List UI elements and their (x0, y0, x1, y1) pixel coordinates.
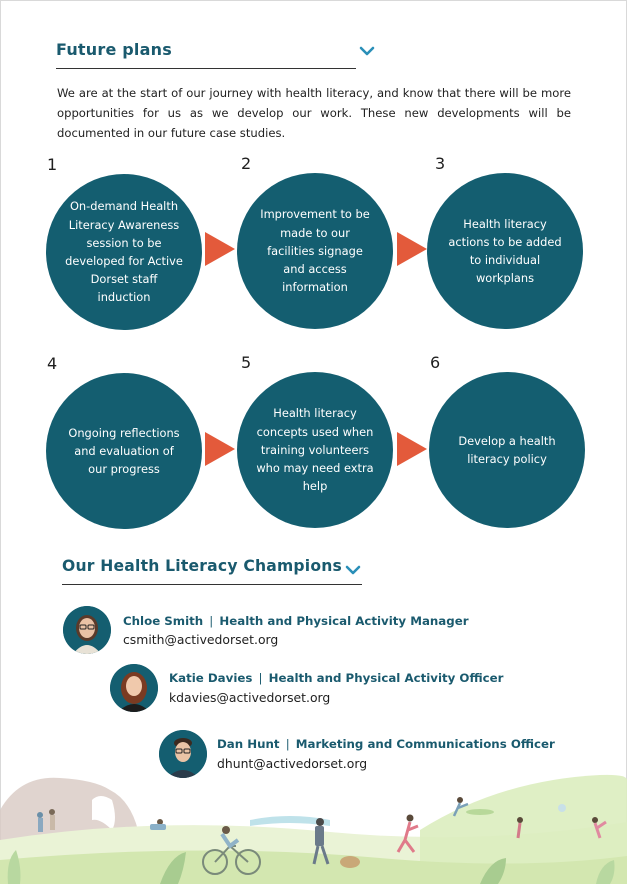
future-plans-underline (56, 68, 356, 69)
champion-email[interactable]: dhunt@activedorset.org (217, 756, 368, 771)
champions-title: Our Health Literacy Champions (62, 557, 343, 575)
champion-role: Health and Physical Activity Manager (219, 614, 469, 628)
step-number-badge-3: 3 (435, 154, 446, 173)
step-text: Develop a health literacy policy (458, 433, 556, 466)
separator: | (285, 737, 290, 751)
arrow-right-icon (397, 432, 427, 466)
champion-name: Dan Hunt (217, 737, 280, 751)
step-text: Improvement to be made to our facilities signage and access information (260, 207, 370, 295)
separator: | (209, 614, 214, 628)
champion-name-line (169, 671, 503, 685)
champion-katie-davies (110, 664, 530, 714)
step-text: Health literacy actions to be added to individual workplans (448, 216, 562, 286)
park-scene-illustration (0, 760, 627, 884)
arrow-right-icon (397, 232, 427, 266)
step-number-badge-6: 6 (430, 353, 441, 372)
step-number-badge-1: 1 (47, 155, 58, 174)
step-number-badge-4: 4 (47, 354, 58, 373)
champions-underline (62, 584, 362, 585)
champion-name-line (217, 737, 555, 751)
avatar (110, 664, 158, 712)
future-plans-title: Future plans (56, 40, 172, 59)
chevron-down-icon[interactable] (359, 46, 375, 56)
champion-chloe-smith (63, 606, 483, 656)
step-text: Health literacy concepts used when training volunteers who may need extra help (256, 406, 374, 494)
champion-role: Health and Physical Activity Officer (268, 671, 504, 685)
arrow-right-icon (205, 232, 235, 266)
step-text: On-demand Health Literacy Awareness session to be developed for Active Dorset staff induction (65, 199, 183, 305)
champion-name-line (123, 614, 469, 628)
champion-email[interactable]: kdavies@activedorset.org (169, 690, 331, 705)
avatar (63, 606, 111, 654)
step-text: Ongoing reflections and evaluation of our progress (68, 425, 180, 477)
chevron-down-icon[interactable] (345, 565, 361, 575)
champion-name: Chloe Smith (123, 614, 204, 628)
step-number-badge-5: 5 (241, 353, 252, 372)
separator: | (258, 671, 263, 685)
champion-email[interactable]: csmith@activedorset.org (123, 632, 279, 647)
step-number-badge-2: 2 (241, 154, 252, 173)
champion-name: Katie Davies (169, 671, 253, 685)
arrow-right-icon (205, 432, 235, 466)
future-plans-intro: We are at the start of our journey with health literacy, and know that there will be more opportunities for us as we develop our work. These new developments will be documented in our future case studies. (57, 86, 571, 140)
champion-role: Marketing and Communications Officer (295, 737, 555, 751)
